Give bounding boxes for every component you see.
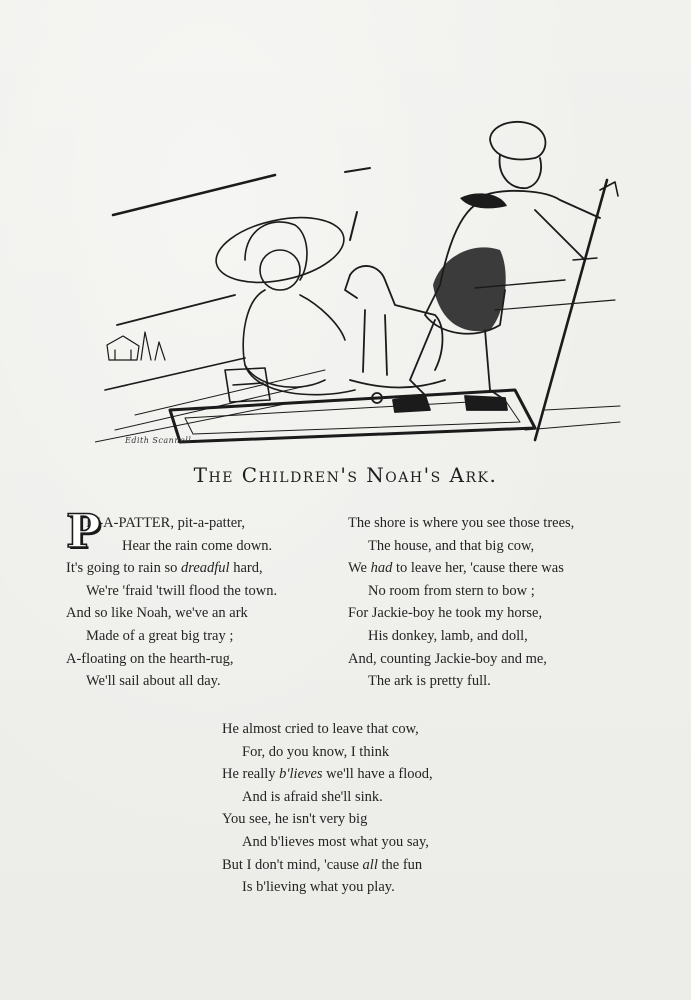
poem-line: For Jackie-boy he took my horse, bbox=[348, 605, 543, 622]
poem-line: His donkey, lamb, and doll, bbox=[368, 627, 528, 644]
poem-final-stanza bbox=[222, 718, 542, 899]
poem-line: The house, and that big cow, bbox=[368, 537, 535, 554]
poem-line: P IT-A-PATTER, pit-a-patter, bbox=[66, 504, 246, 558]
poem-column-right bbox=[348, 512, 648, 693]
poem-line: Is b'lieving what you play. bbox=[242, 879, 395, 896]
poem-line: He really b'lieves we'll have a flood, bbox=[222, 766, 433, 783]
poem-line: For, do you know, I think bbox=[242, 743, 390, 760]
poem-line: And, counting Jackie-boy and me, bbox=[348, 650, 547, 667]
poem-line: You see, he isn't very big bbox=[222, 811, 368, 828]
poem-column-left bbox=[66, 504, 346, 693]
poem-title: The Children's Noah's Ark. bbox=[193, 463, 498, 487]
poem-line: And b'lieves most what you say, bbox=[242, 833, 429, 850]
girl-figure bbox=[210, 207, 355, 402]
poem-line: The shore is where you see those trees, bbox=[348, 515, 575, 531]
poem-line: Made of a great big tray ; bbox=[86, 627, 234, 644]
poem-line: He almost cried to leave that cow, bbox=[222, 721, 419, 737]
children-ark-illustration bbox=[95, 110, 625, 450]
rocking-horse-icon bbox=[345, 266, 445, 403]
poem-line: Hear the rain come down. bbox=[122, 537, 273, 554]
poem-line: It's going to rain so dreadful hard, bbox=[66, 560, 263, 577]
pole-icon bbox=[535, 180, 607, 440]
poem-line: No room from stern to bow ; bbox=[368, 582, 535, 599]
poem-line: The ark is pretty full. bbox=[368, 673, 491, 690]
poem-line: A-floating on the hearth-rug, bbox=[66, 650, 234, 667]
poem-line: We'll sail about all day. bbox=[86, 673, 221, 690]
poem-line: We had to leave her, 'cause there was bbox=[348, 560, 564, 577]
poem-line: And is afraid she'll sink. bbox=[242, 788, 383, 805]
poem-line: And so like Noah, we've an ark bbox=[66, 605, 248, 622]
poem-line: We're 'fraid 'twill flood the town. bbox=[86, 582, 278, 599]
house-icon bbox=[107, 332, 165, 360]
drop-cap: P bbox=[66, 504, 101, 558]
illustrator-signature: Edith Scannell bbox=[125, 436, 192, 445]
poem-line: But I don't mind, 'cause all the fun bbox=[222, 856, 423, 873]
